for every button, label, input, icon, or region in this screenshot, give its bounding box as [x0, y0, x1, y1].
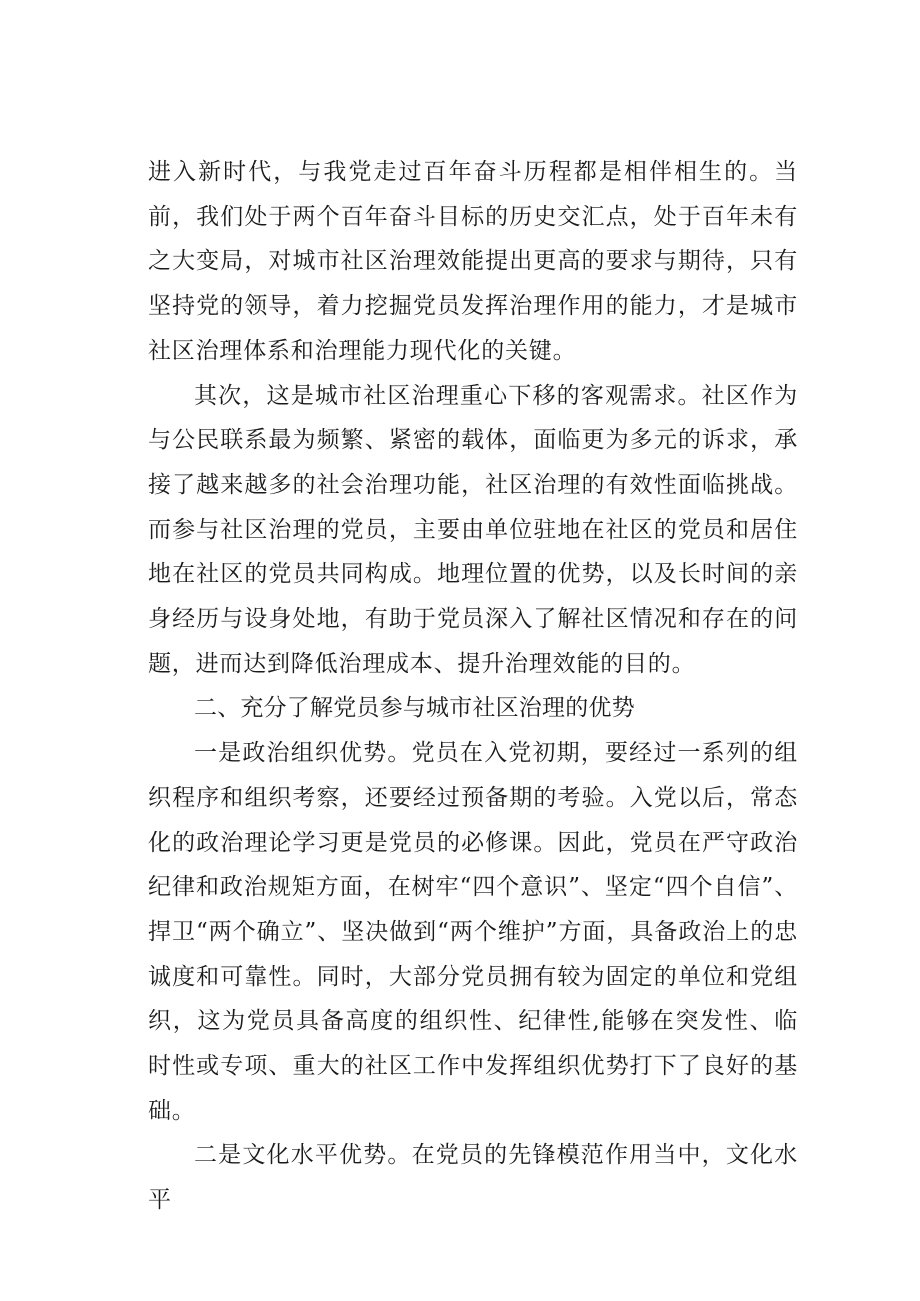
document-body [148, 150, 798, 1223]
paragraph-continuation: 进入新时代，与我党走过百年奋斗历程都是相伴相生的。当前，我们处于两个百年奋斗目标的历史交汇点，处于百年未有之大变局，对城市社区治理效能提出更高的要求与期待，只有坚持党的领导，着力挖掘党员发挥治理作用的能力，才是城市社区治理体系和治理能力现代化的关键。 [148, 159, 798, 364]
paragraph-second-reason: 其次，这是城市社区治理重心下移的客观需求。社区作为与公民联系最为频繁、紧密的载体，面临更为多元的诉求，承接了越来越多的社会治理功能，社区治理的有效性面临挑战。而参与社区治理的党员，主要由单位驻地在社区的党员和居住地在社区的党员共同构成。地理位置的优势，以及长时间的亲身经历与设身处地，有助于党员深入了解社区情况和存在的问题，进而达到降低治理成本、提升治理效能的目的。 [148, 382, 798, 677]
section-heading: 二、充分了解党员参与城市社区治理的优势 [194, 695, 635, 722]
paragraph-political-organization: 一是政治组织优势。党员在入党初期，要经过一系列的组织程序和组织考察，还要经过预备期的考验。入党以后，常态化的政治理论学习更是党员的必修课。因此，党员在严守政治纪律和政治规矩方面，在树牢“四个意识”、坚定“四个自信”、捍卫“两个确立”、坚决做到“两个维护”方面，具备政治上的忠诚度和可靠性。同时，大部分党员拥有较为固定的单位和党组织，这为党员具备高度的组织性、纪律性,能够在突发性、临时性或专项、重大的社区工作中发挥组织优势打下了良好的基础。 [148, 740, 798, 1124]
paragraph-cultural-level: 二是文化水平优势。在党员的先锋模范作用当中，文化水平 [148, 1142, 798, 1214]
